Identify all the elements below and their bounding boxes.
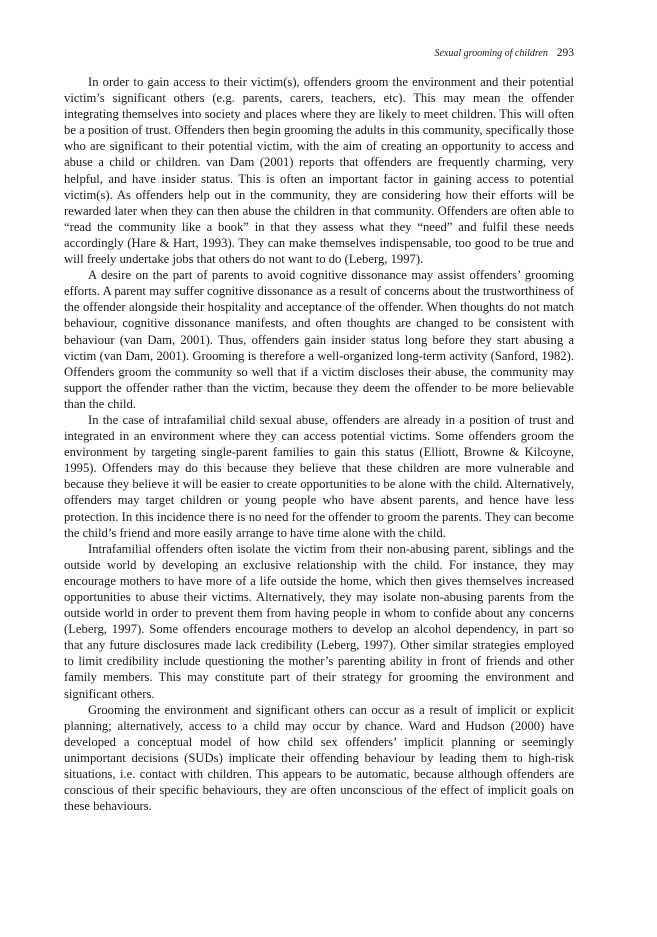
running-header <box>434 47 574 59</box>
paragraph: In order to gain access to their victim(s), offenders groom the environment and their potential victim’s significant others (e.g. parents, carers, teachers, etc). This may mean the offender integrating themselves into society and places where they are likely to meet children. This will often be a position of trust. Offenders then begin grooming the adults in this community, specifically those who are significant to their potential victim, with the aim of creating an opportunity to access and abuse a child or children. van Dam (2001) reports that offenders are frequently charming, very helpful, and have insider status. This is often an important factor in gaining access to potential victim(s). As offenders help out in the community, they are considering how their efforts will be rewarded later when they can then abuse the children in that community. Offenders are often able to “read the community like a book” in that they assess what they “need” and fulfil these needs accordingly (Hare & Hart, 1993). They can make themselves indispensable, too good to be true and will freely undertake jobs that others do not want to do (Leberg, 1997). <box>64 75 574 267</box>
paragraph: In the case of intrafamilial child sexual abuse, offenders are already in a position of trust and integrated in an environment where they can access potential victims. Some offenders groom the environment by targeting single-parent families to gain this status (Elliott, Browne & Kilcoyne, 1995). Offenders may do this because they believe that these children are more vulnerable and because they believe it will be easier to create opportunities to be alone with the child. Alternatively, offenders may target children or young people who have absent parents, and hence have less protection. In this incidence there is no need for the offender to groom the parents. They can become the child’s friend and more easily arrange to have time alone with the child. <box>64 412 574 540</box>
paragraph: Intrafamilial offenders often isolate the victim from their non-abusing parent, siblings and the outside world by developing an exclusive relationship with the child. For instance, they may encourage mothers to have more of a life outside the home, which then gives themselves increased opportunities to abuse their victims. Alternatively, they may isolate non-abusing parents from the outside world in order to prevent them from having people in whom to confide about any concerns (Leberg, 1997). Some offenders encourage mothers to develop an alcohol dependency, in part so that any future disclosures made lack credibility (Leberg, 1997). Other similar strategies employed to limit credibility include questioning the mother’s parenting ability in front of friends and other family members. This may constitute part of their strategy for grooming the environment and significant others. <box>64 541 574 701</box>
paragraph: A desire on the part of parents to avoid cognitive dissonance may assist offenders’ grooming efforts. A parent may suffer cognitive dissonance as a result of concerns about the trustworthiness of the offender alongside their hospitality and acceptance of the offender. When thoughts do not match behaviour, cognitive dissonance manifests, and often thoughts are changed to be consistent with behaviour (van Dam, 2001). Thus, offenders gain insider status long before they start abusing a victim (van Dam, 2001). Grooming is therefore a well-organized long-term activity (Sanford, 1982). Offenders groom the community so well that if a victim discloses their abuse, the community may support the offender rather than the victim, because they deem the offender to be more believable than the child. <box>64 268 574 411</box>
running-title: Sexual grooming of children <box>434 48 548 59</box>
body-text <box>64 74 574 814</box>
paragraph: Grooming the environment and significant others can occur as a result of implicit or explicit planning; alternatively, access to a child may occur by chance. Ward and Hudson (2000) have developed a conceptual model of how child sex offenders’ implicit planning or seemingly unimportant decisions (SUDs) implicate their offending behaviour by leading them to high-risk situations, i.e. contact with children. This appears to be automatic, because although offenders are conscious of their specific behaviours, they are often unconscious of the effect of implicit goals on these behaviours. <box>64 702 574 814</box>
page-number: 293 <box>556 47 574 59</box>
